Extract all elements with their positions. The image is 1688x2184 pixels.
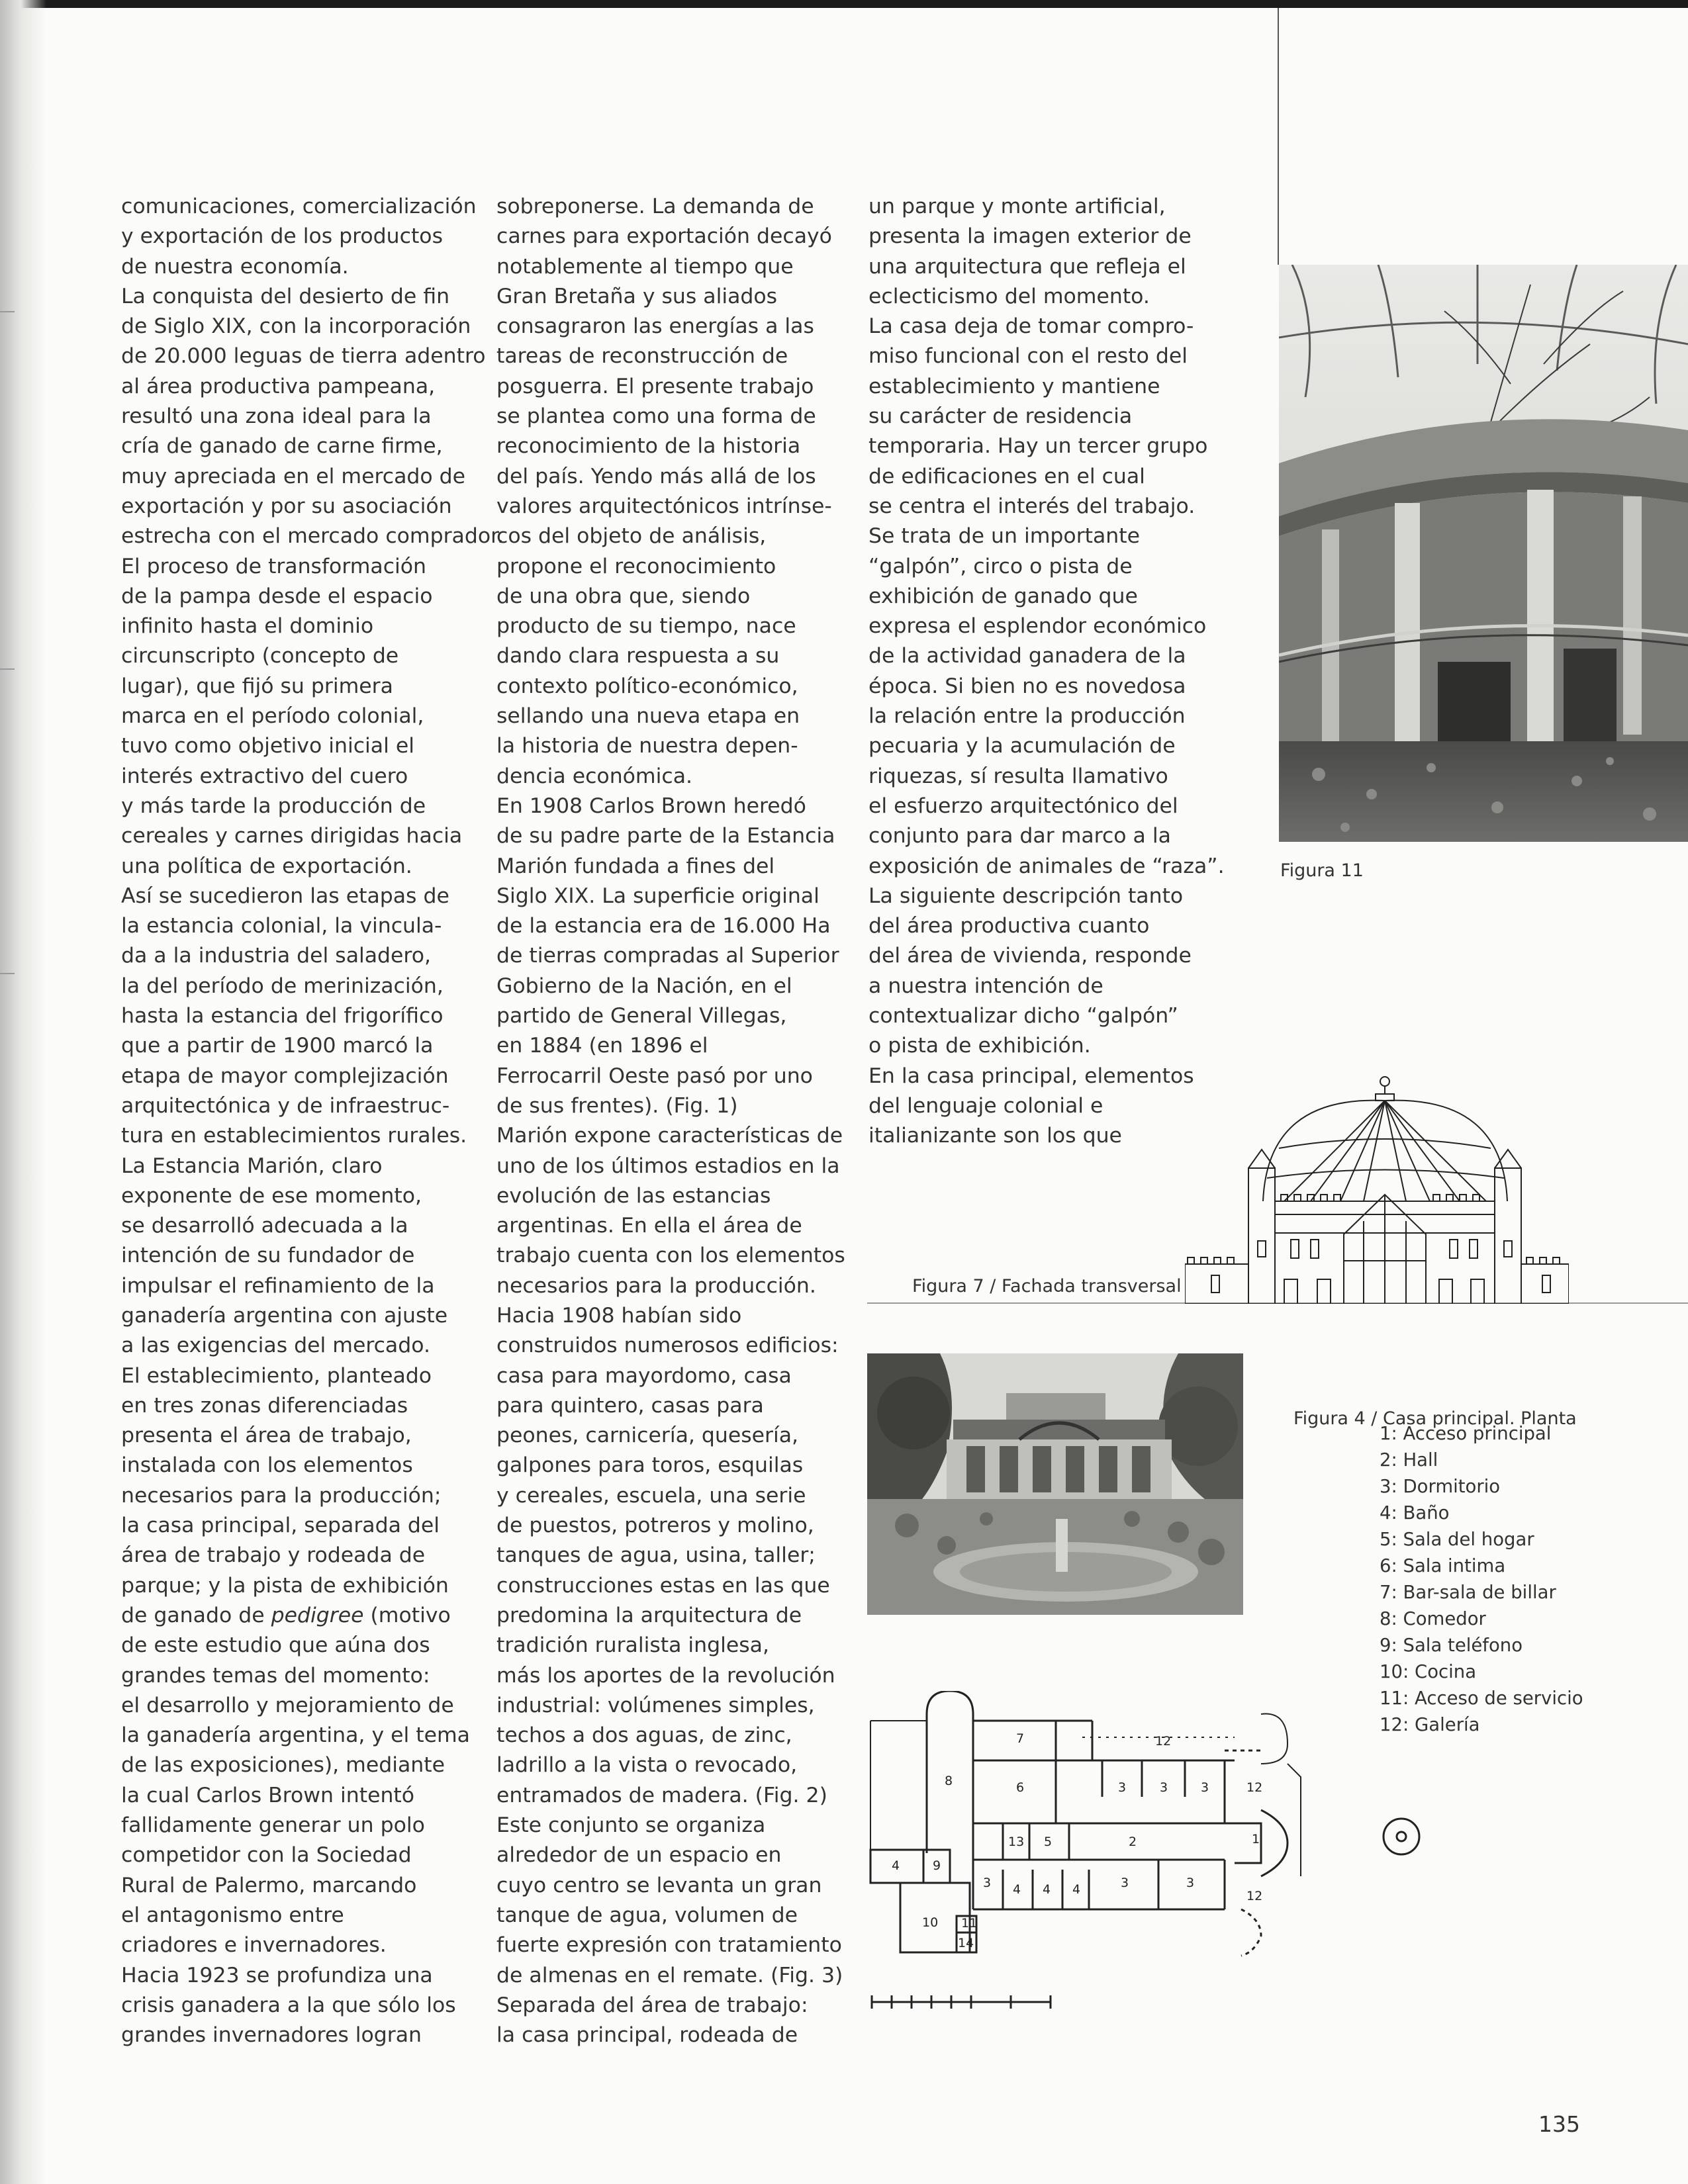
text-line: galpones para toros, esquilas bbox=[496, 1453, 804, 1478]
plan-label: 4 bbox=[892, 1858, 900, 1873]
text-column-1 bbox=[121, 192, 504, 2050]
text-line: argentinas. En ella el área de bbox=[496, 1214, 802, 1238]
text-line: del lenguaje colonial e bbox=[868, 1093, 1103, 1118]
text-line: marca en el período colonial, bbox=[121, 704, 424, 729]
text-line: necesarios para la producción; bbox=[121, 1483, 442, 1508]
text-line: grandes temas del momento: bbox=[121, 1663, 430, 1688]
text-line: establecimiento y mantiene bbox=[868, 374, 1160, 398]
gutter-mark bbox=[0, 973, 15, 974]
text-line: la ganadería argentina, y el tema bbox=[121, 1723, 470, 1748]
legend-item: 10: Cocina bbox=[1380, 1661, 1477, 1682]
text-line: ganadería argentina con ajuste bbox=[121, 1303, 448, 1328]
text-line: a las exigencias del mercado. bbox=[121, 1334, 430, 1358]
text-line: para quintero, casas para bbox=[496, 1393, 764, 1418]
text-line: cuyo centro se levanta un gran bbox=[496, 1873, 822, 1897]
text-line: da a la industria del saladero, bbox=[121, 944, 431, 968]
plan-label: 14 bbox=[958, 1936, 974, 1950]
figure-4-photo bbox=[867, 1353, 1243, 1615]
text-line: instalada con los elementos bbox=[121, 1453, 413, 1478]
text-line: uno de los últimos estadios en la bbox=[496, 1154, 840, 1178]
text-line: del área productiva cuanto bbox=[868, 914, 1150, 938]
text-line: y más tarde la producción de bbox=[121, 794, 426, 818]
plan-label: 7 bbox=[1016, 1731, 1025, 1746]
text-line: “galpón”, circo o pista de bbox=[868, 554, 1133, 578]
text-line: interés extractivo del cuero bbox=[121, 764, 408, 788]
text-line: una arquitectura que refleja el bbox=[868, 254, 1186, 279]
text-column-3 bbox=[868, 192, 1225, 1152]
figure-11-caption: Figura 11 bbox=[1280, 860, 1364, 881]
text-line: o pista de exhibición. bbox=[868, 1034, 1091, 1058]
text-line: cos del objeto de análisis, bbox=[496, 524, 767, 549]
legend-item: 11: Acceso de servicio bbox=[1380, 1688, 1583, 1709]
plan-label: 8 bbox=[945, 1774, 953, 1788]
plan-label: 3 bbox=[1201, 1780, 1209, 1795]
book-gutter-shadow bbox=[0, 0, 46, 2184]
vertical-rule bbox=[1278, 8, 1279, 265]
text-line: expresa el esplendor económico bbox=[868, 614, 1207, 639]
text-line: impulsar el refinamiento de la bbox=[121, 1273, 435, 1298]
text-line: pecuaria y la acumulación de bbox=[868, 734, 1176, 758]
text-line: de una obra que, siendo bbox=[496, 584, 751, 608]
text-line: de sus frentes). (Fig. 1) bbox=[496, 1093, 738, 1118]
plan-label: 5 bbox=[1044, 1835, 1053, 1849]
text-line: Hacia 1908 habían sido bbox=[496, 1303, 742, 1328]
plan-label: 11 bbox=[961, 1916, 978, 1931]
plan-label: 3 bbox=[1160, 1780, 1168, 1795]
text-line: época. Si bien no es novedosa bbox=[868, 674, 1186, 698]
text-line: el esfuerzo arquitectónico del bbox=[868, 794, 1178, 818]
text-line: La conquista del desierto de fin bbox=[121, 284, 450, 308]
text-line: dando clara respuesta a su bbox=[496, 644, 780, 668]
text-line: se desarrolló adecuada a la bbox=[121, 1214, 408, 1238]
text-line: conjunto para dar marco a la bbox=[868, 824, 1171, 848]
text-line: tanque de agua, volumen de bbox=[496, 1903, 798, 1927]
plan-label: 10 bbox=[922, 1915, 939, 1930]
north-arrow-icon bbox=[1381, 1816, 1422, 1857]
text-line: tareas de reconstrucción de bbox=[496, 344, 788, 369]
text-line: predomina la arquitectura de bbox=[496, 1603, 802, 1627]
text-line: estrecha con el mercado comprador. bbox=[121, 524, 504, 549]
plan-label: 9 bbox=[933, 1858, 941, 1873]
text-line: temporaria. Hay un tercer grupo bbox=[868, 434, 1208, 459]
text-line: grandes invernadores logran bbox=[121, 2023, 422, 2048]
text-line: la historia de nuestra depen- bbox=[496, 734, 798, 758]
text-line: a nuestra intención de bbox=[868, 974, 1103, 998]
plan-label: 4 bbox=[1072, 1882, 1081, 1897]
figure-11-photo bbox=[1279, 265, 1688, 842]
text-line: italianizante son los que bbox=[868, 1124, 1122, 1148]
text-line: exposición de animales de “raza”. bbox=[868, 854, 1225, 878]
text-line: fallidamente generar un polo bbox=[121, 1813, 425, 1838]
text-line: la relación entre la producción bbox=[868, 704, 1186, 729]
gutter-mark bbox=[0, 668, 15, 670]
text-line: presenta el área de trabajo, bbox=[121, 1424, 412, 1448]
legend-item: 5: Sala del hogar bbox=[1380, 1529, 1534, 1550]
text-line: La Estancia Marión, claro bbox=[121, 1154, 383, 1178]
text-line: alrededor de un espacio en bbox=[496, 1843, 782, 1868]
text-line: exportación y por su asociación bbox=[121, 494, 452, 518]
figure-4-caption: Figura 4 / Casa principal. Planta bbox=[1293, 1408, 1577, 1429]
legend-item: 7: Bar-sala de billar bbox=[1380, 1582, 1556, 1603]
text-line: de las exposiciones), mediante bbox=[121, 1753, 445, 1778]
text-line: de ganado de pedigree (motivo bbox=[121, 1603, 451, 1627]
text-line: se centra el interés del trabajo. bbox=[868, 494, 1196, 518]
text-line: hasta la estancia del frigorífico bbox=[121, 1004, 444, 1028]
text-line: producto de su tiempo, nace bbox=[496, 614, 796, 639]
text-line: muy apreciada en el mercado de bbox=[121, 464, 466, 488]
plan-label: 3 bbox=[1118, 1780, 1127, 1795]
text-line: La siguiente descripción tanto bbox=[868, 884, 1184, 908]
text-line: ladrillo a la vista o revocado, bbox=[496, 1753, 798, 1778]
text-line: cereales y carnes dirigidas hacia bbox=[121, 824, 463, 848]
text-line: cría de ganado de carne firme, bbox=[121, 434, 443, 459]
text-line: la del período de merinización, bbox=[121, 974, 444, 998]
text-line: partido de General Villegas, bbox=[496, 1004, 787, 1028]
text-line: tradición ruralista inglesa, bbox=[496, 1633, 769, 1658]
text-line: resultó una zona ideal para la bbox=[121, 404, 432, 429]
legend-item: 3: Dormitorio bbox=[1380, 1476, 1501, 1497]
text-line: competidor con la Sociedad bbox=[121, 1843, 412, 1868]
legend-item: 1: Acceso principal bbox=[1380, 1423, 1552, 1444]
text-line: el desarrollo y mejoramiento de bbox=[121, 1693, 454, 1717]
text-line: miso funcional con el resto del bbox=[868, 344, 1188, 369]
text-line: sobreponerse. La demanda de bbox=[496, 195, 814, 218]
floor-plan-legend bbox=[1380, 1420, 1583, 1738]
text-line: trabajo cuenta con los elementos bbox=[496, 1244, 845, 1268]
plan-label: 6 bbox=[1016, 1780, 1025, 1795]
text-line: Gobierno de la Nación, en el bbox=[496, 974, 792, 998]
text-line: En la casa principal, elementos bbox=[868, 1064, 1194, 1088]
text-line: de su padre parte de la Estancia bbox=[496, 824, 835, 848]
text-line: Rural de Palermo, marcando bbox=[121, 1873, 417, 1897]
legend-item: 12: Galería bbox=[1380, 1714, 1480, 1735]
text-line: construcciones estas en las que bbox=[496, 1573, 830, 1598]
text-line: arquitectónica y de infraestruc- bbox=[121, 1093, 450, 1118]
text-line: y cereales, escuela, una serie bbox=[496, 1483, 806, 1508]
text-line: que a partir de 1900 marcó la bbox=[121, 1034, 434, 1058]
text-line: la estancia colonial, la vincula- bbox=[121, 914, 442, 938]
text-line: de puestos, potreros y molino, bbox=[496, 1514, 814, 1538]
text-line: industrial: volúmenes simples, bbox=[496, 1693, 815, 1717]
text-line: en tres zonas diferenciadas bbox=[121, 1393, 408, 1418]
text-line: notablemente al tiempo que bbox=[496, 254, 794, 279]
text-line: valores arquitectónicos intrínse- bbox=[496, 494, 832, 518]
text-line: de este estudio que aúna dos bbox=[121, 1633, 430, 1658]
text-line: Hacia 1923 se profundiza una bbox=[121, 1963, 433, 1987]
text-line: la cual Carlos Brown intentó bbox=[121, 1783, 415, 1807]
text-line: se plantea como una forma de bbox=[496, 404, 816, 429]
text-line: presenta la imagen exterior de bbox=[868, 224, 1192, 249]
text-line: criadores e invernadores. bbox=[121, 1933, 387, 1958]
text-line: sellando una nueva etapa en bbox=[496, 704, 800, 729]
text-line: reconocimiento de la historia bbox=[496, 434, 801, 459]
text-line: y exportación de los productos bbox=[121, 224, 443, 249]
text-line: de almenas en el remate. (Fig. 3) bbox=[496, 1963, 843, 1987]
legend-item: 8: Comedor bbox=[1380, 1608, 1486, 1629]
text-line: exponente de ese momento, bbox=[121, 1183, 422, 1208]
legend-item: 2: Hall bbox=[1380, 1449, 1438, 1471]
text-line: evolución de las estancias bbox=[496, 1183, 771, 1208]
text-line: de nuestra economía. bbox=[121, 254, 349, 279]
text-line: El establecimiento, planteado bbox=[121, 1363, 432, 1388]
text-line: su carácter de residencia bbox=[868, 404, 1133, 429]
text-line: en 1884 (en 1896 el bbox=[496, 1034, 708, 1058]
text-line: contextualizar dicho “galpón” bbox=[868, 1004, 1178, 1028]
text-line: parque; y la pista de exhibición bbox=[121, 1573, 449, 1598]
text-line: de tierras compradas al Superior bbox=[496, 944, 839, 968]
text-line: eclecticismo del momento. bbox=[868, 284, 1150, 308]
text-column-2 bbox=[496, 192, 845, 2050]
plan-label: 12 bbox=[1246, 1780, 1263, 1795]
text-line: entramados de madera. (Fig. 2) bbox=[496, 1783, 827, 1807]
page-number: 135 bbox=[1538, 2111, 1580, 2137]
plan-label: 2 bbox=[1129, 1835, 1137, 1849]
text-line: Marión expone características de bbox=[496, 1124, 843, 1148]
legend-item: 4: Baño bbox=[1380, 1502, 1450, 1524]
plan-label: 3 bbox=[983, 1876, 992, 1890]
text-line: de edificaciones en el cual bbox=[868, 464, 1145, 488]
text-line: dencia económica. bbox=[496, 764, 693, 788]
text-line: de Siglo XIX, con la incorporación bbox=[121, 314, 471, 339]
plan-label: 4 bbox=[1043, 1882, 1051, 1897]
text-line: una política de exportación. bbox=[121, 854, 412, 878]
text-line: la casa principal, rodeada de bbox=[496, 2023, 798, 2048]
plan-label: 1 bbox=[1252, 1832, 1260, 1846]
text-line: comunicaciones, comercialización bbox=[121, 195, 477, 218]
text-line: de la actividad ganadera de la bbox=[868, 644, 1186, 668]
text-line: necesarios para la producción. bbox=[496, 1273, 816, 1298]
text-line: del área de vivienda, responde bbox=[868, 944, 1192, 968]
text-line: exhibición de ganado que bbox=[868, 584, 1138, 608]
text-line: Siglo XIX. La superficie original bbox=[496, 884, 820, 908]
text-line: techos a dos aguas, de zinc, bbox=[496, 1723, 792, 1748]
gutter-mark bbox=[0, 311, 15, 312]
text-line: la casa principal, separada del bbox=[121, 1514, 440, 1538]
text-line: etapa de mayor complejización bbox=[121, 1064, 449, 1088]
text-line: peones, carnicería, quesería, bbox=[496, 1424, 799, 1448]
text-line: área de trabajo y rodeada de bbox=[121, 1543, 426, 1568]
text-line: de la estancia era de 16.000 Ha bbox=[496, 914, 831, 938]
text-line: riquezas, sí resulta llamativo bbox=[868, 764, 1168, 788]
text-line: El proceso de transformación bbox=[121, 554, 427, 578]
text-line: Marión fundada a fines del bbox=[496, 854, 775, 878]
text-line: infinito hasta el dominio bbox=[121, 614, 374, 639]
text-line: el antagonismo entre bbox=[121, 1903, 344, 1927]
text-line: La casa deja de tomar compro- bbox=[868, 314, 1194, 339]
text-line: construidos numerosos edificios: bbox=[496, 1334, 839, 1358]
text-line: del país. Yendo más allá de los bbox=[496, 464, 816, 488]
text-line: intención de su fundador de bbox=[121, 1244, 415, 1268]
figure-7-caption: Figura 7 / Fachada transversal bbox=[912, 1276, 1182, 1297]
text-line: Así se sucedieron las etapas de bbox=[121, 884, 449, 908]
plan-label: 3 bbox=[1186, 1876, 1195, 1890]
legend-item: 9: Sala teléfono bbox=[1380, 1635, 1523, 1656]
plan-label: 12 bbox=[1155, 1734, 1172, 1749]
text-line: Gran Bretaña y sus aliados bbox=[496, 284, 778, 308]
text-line: Se trata de un importante bbox=[868, 524, 1140, 549]
text-line: de 20.000 leguas de tierra adentro bbox=[121, 344, 486, 369]
text-line: propone el reconocimiento bbox=[496, 554, 776, 578]
plan-label: 4 bbox=[1013, 1882, 1021, 1897]
figure-7-elevation bbox=[1185, 1069, 1569, 1304]
text-line: casa para mayordomo, casa bbox=[496, 1363, 792, 1388]
plan-label: 13 bbox=[1008, 1835, 1025, 1849]
text-line: tura en establecimientos rurales. bbox=[121, 1124, 467, 1148]
text-line: tuvo como objetivo inicial el bbox=[121, 734, 414, 758]
text-line: contexto político-económico, bbox=[496, 674, 798, 698]
text-line: Este conjunto se organiza bbox=[496, 1813, 766, 1838]
text-line: Ferrocarril Oeste pasó por uno bbox=[496, 1064, 813, 1088]
text-line: fuerte expresión con tratamiento bbox=[496, 1933, 842, 1958]
text-line: circunscripto (concepto de bbox=[121, 644, 399, 668]
text-line: Separada del área de trabajo: bbox=[496, 1993, 808, 2017]
text-line: posguerra. El presente trabajo bbox=[496, 374, 814, 398]
text-line: crisis ganadera a la que sólo los bbox=[121, 1993, 456, 2017]
plan-label: 3 bbox=[1121, 1876, 1129, 1890]
text-line: al área productiva pampeana, bbox=[121, 374, 436, 398]
text-line: tanques de agua, usina, taller; bbox=[496, 1543, 816, 1568]
text-line: más los aportes de la revolución bbox=[496, 1663, 835, 1688]
scan-top-edge bbox=[0, 0, 1688, 8]
text-line: lugar), que fijó su primera bbox=[121, 674, 393, 698]
text-line: de la pampa desde el espacio bbox=[121, 584, 433, 608]
legend-item: 6: Sala intima bbox=[1380, 1555, 1506, 1576]
plan-label: 12 bbox=[1246, 1889, 1263, 1903]
text-line: En 1908 Carlos Brown heredó bbox=[496, 794, 806, 818]
figure-4-floor-plan bbox=[864, 1691, 1340, 2022]
text-line: un parque y monte artificial, bbox=[868, 195, 1166, 218]
text-line: consagraron las energías a las bbox=[496, 314, 814, 339]
text-line: carnes para exportación decayó bbox=[496, 224, 832, 249]
